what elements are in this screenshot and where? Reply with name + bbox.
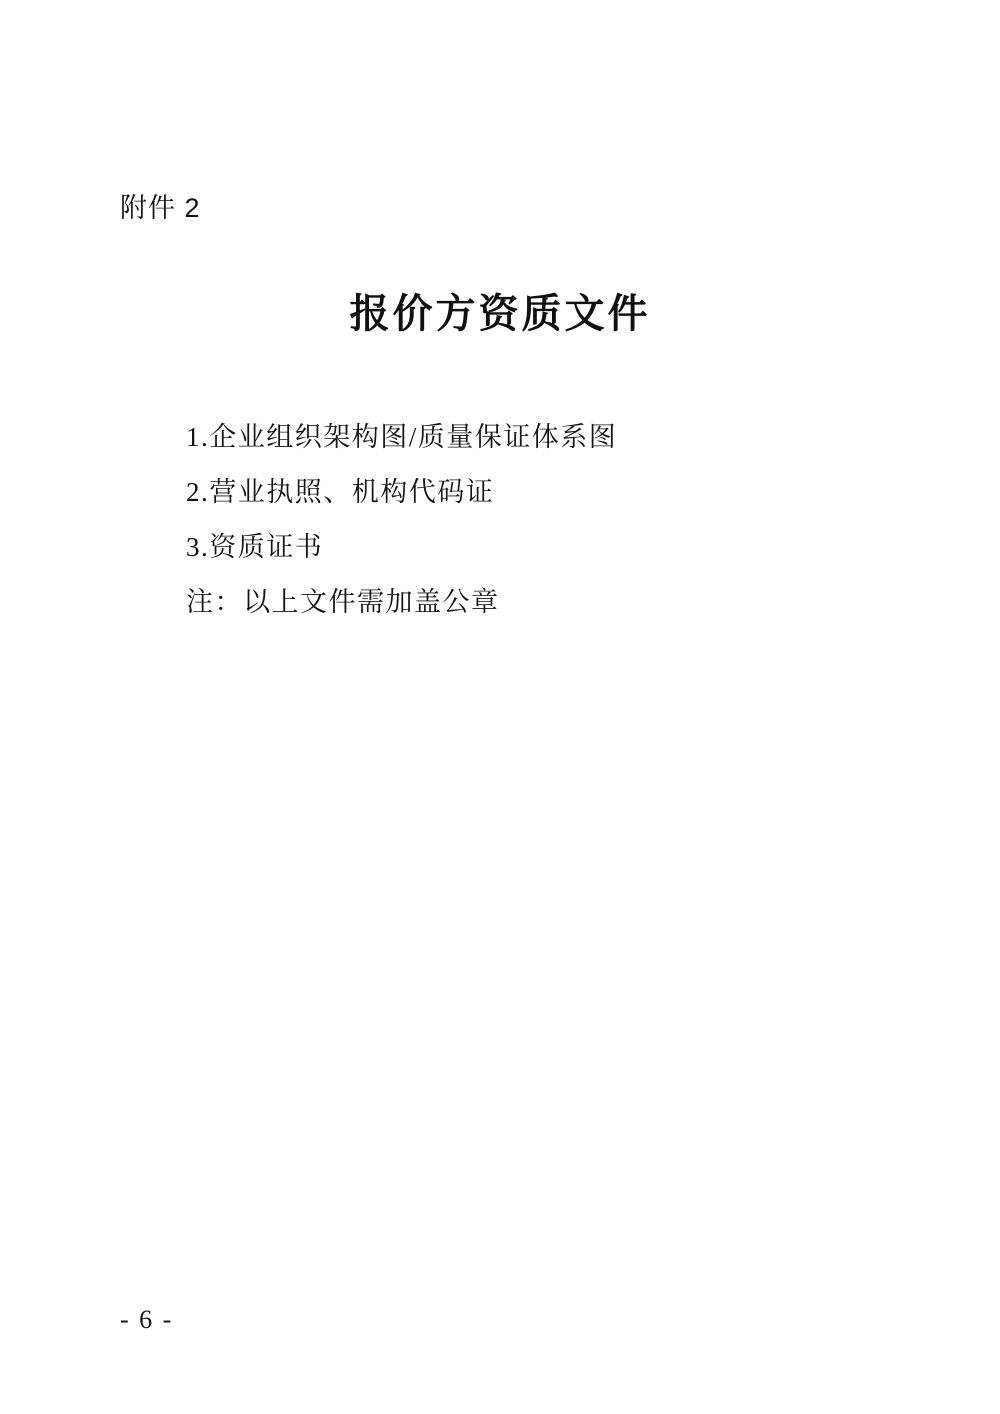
- list-item-note: 注：以上文件需加盖公章: [186, 587, 500, 617]
- list-item: 2.营业执照、机构代码证: [186, 477, 495, 507]
- attachment-label: 附件 2: [120, 193, 201, 223]
- qualification-item-list: [186, 410, 886, 630]
- page-number: - 6 -: [120, 1305, 174, 1334]
- list-item: 3.资质证书: [186, 532, 324, 562]
- page-title: 报价方资质文件: [349, 291, 651, 336]
- list-item: 1.企业组织架构图/质量保证体系图: [186, 422, 618, 452]
